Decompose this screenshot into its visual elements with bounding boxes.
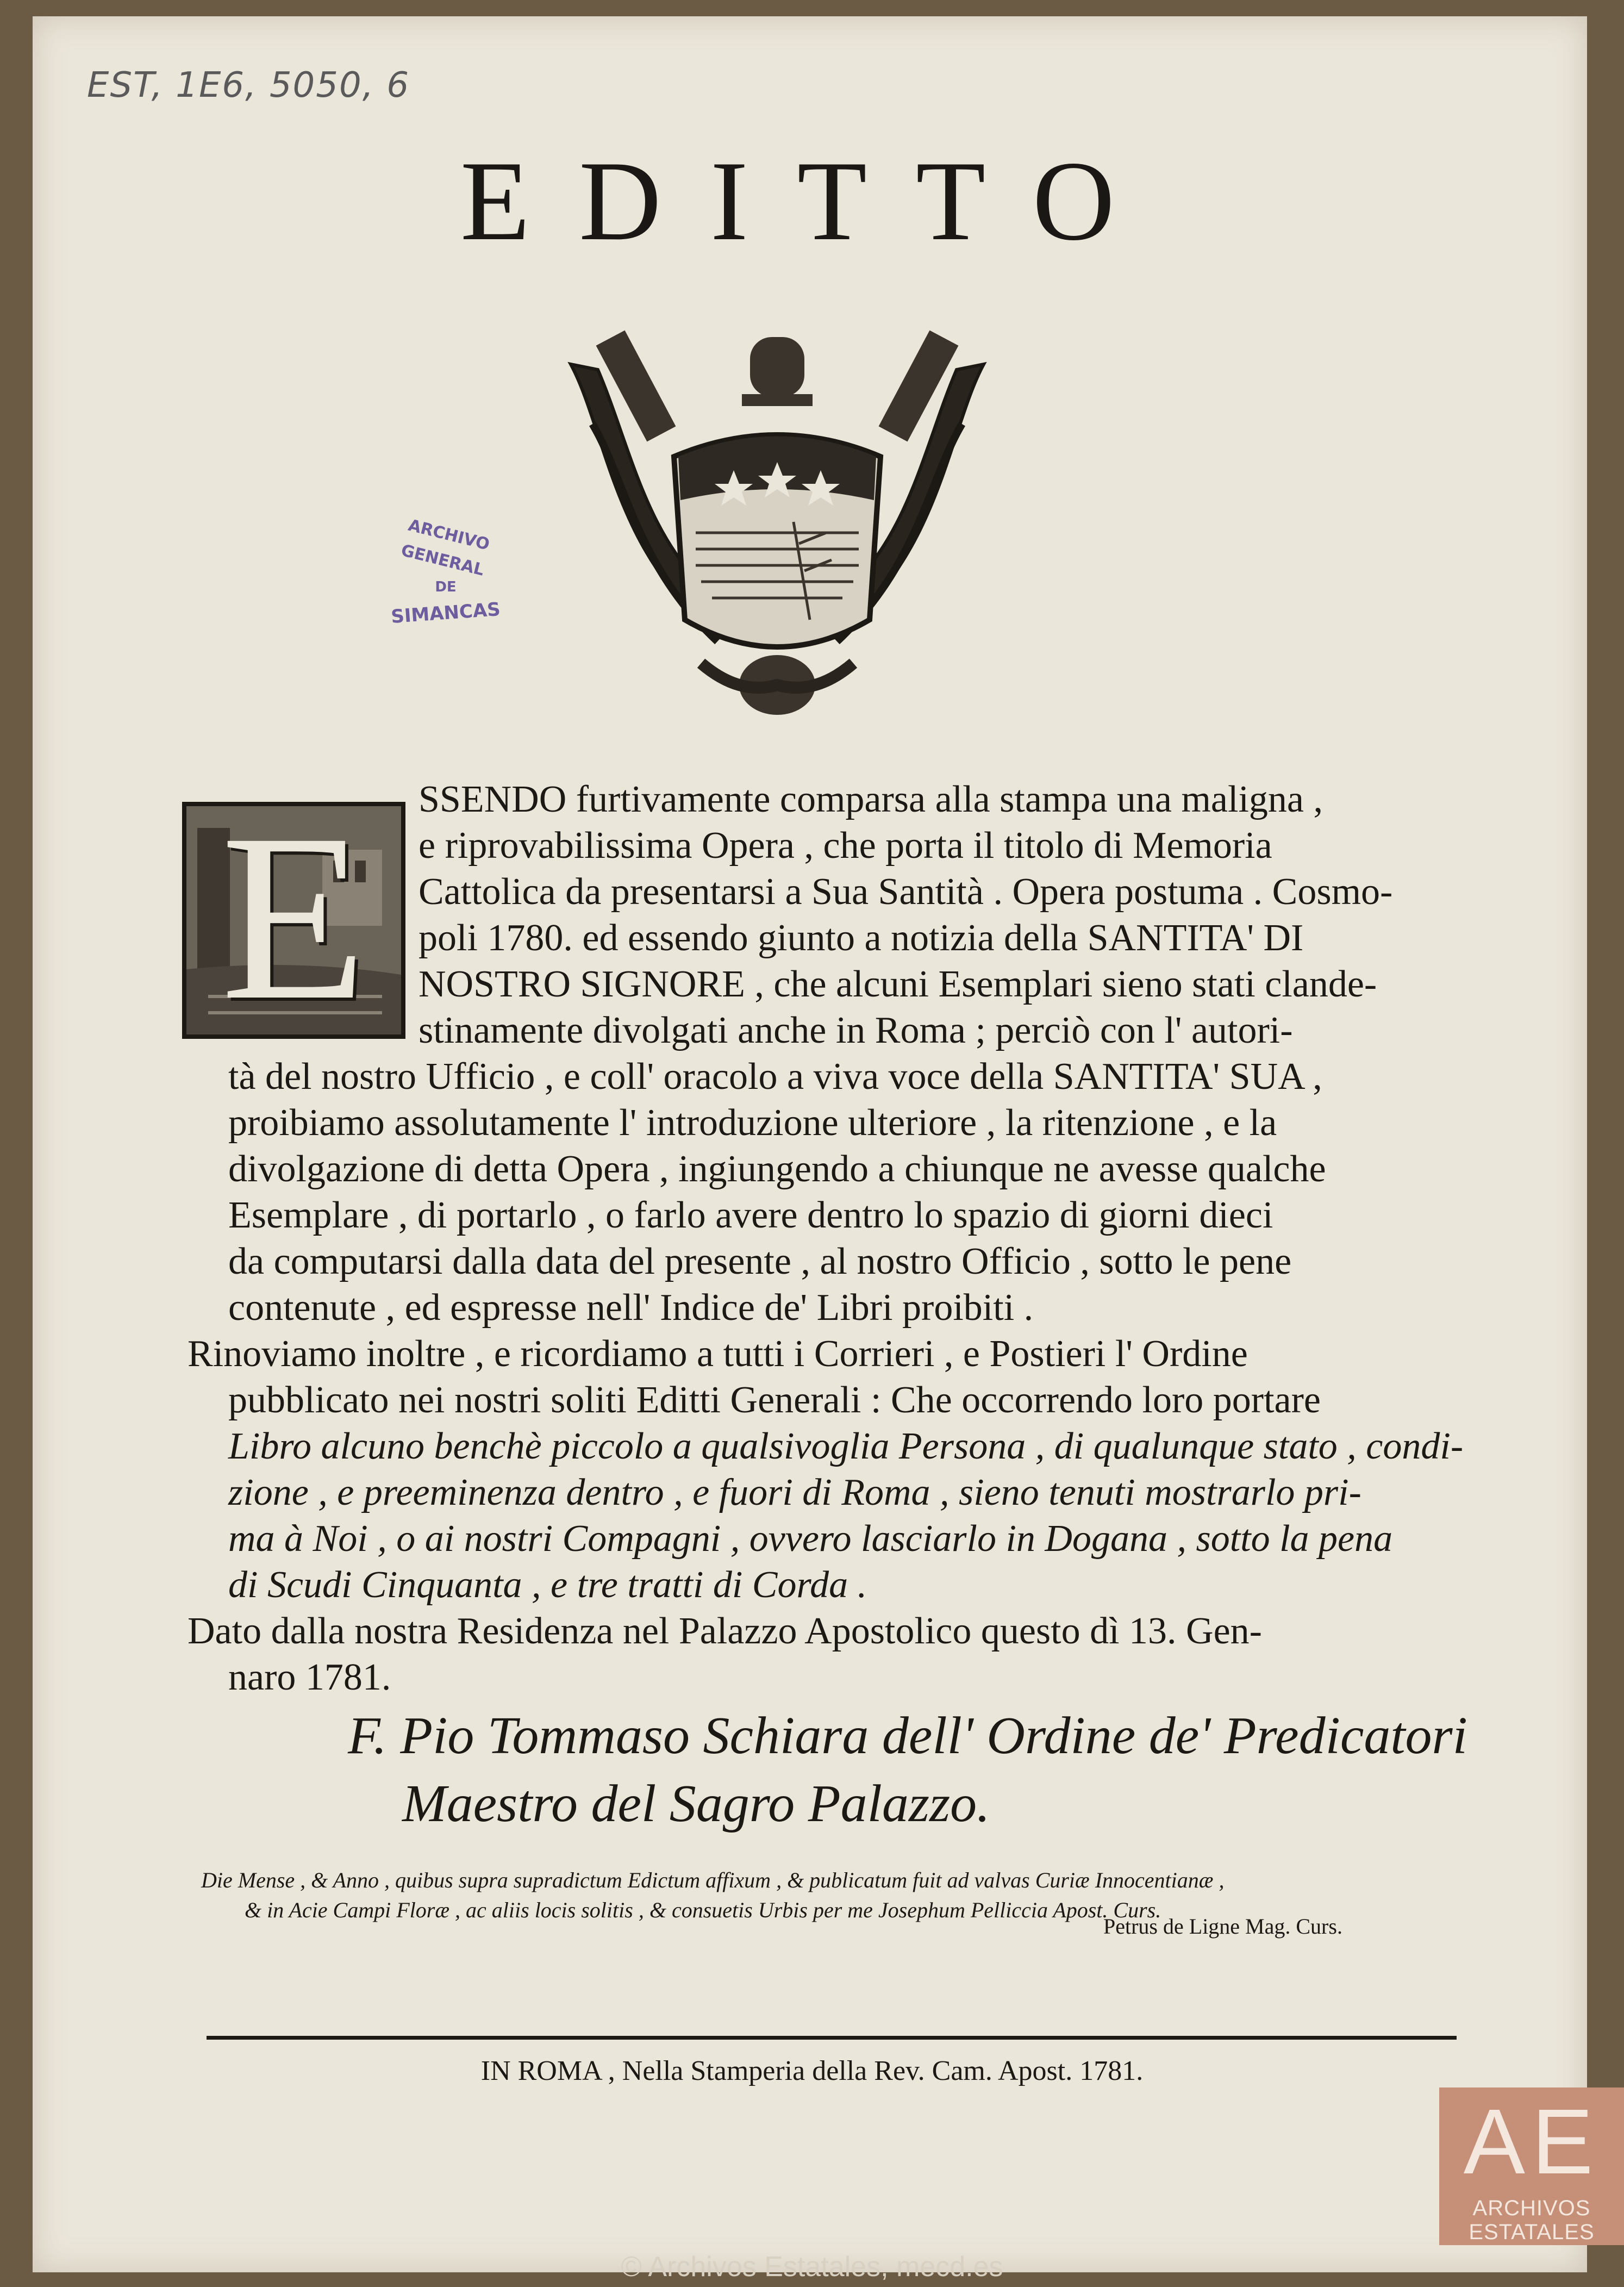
body-line: SSENDO furtivamente comparsa alla stampa una maligna , (419, 778, 1323, 820)
stamp-line-3: SIMANCAS (390, 599, 501, 628)
body-line: tà del nostro Ufficio , e coll' oracolo a viva voce della SANTITA' SUA , (228, 1056, 1322, 1098)
body-line: divolgazione di detta Opera , ingiungendo a chiunque ne avesse qualche (228, 1148, 1326, 1190)
initial-letter: E (221, 802, 367, 1039)
body-line: naro 1781. (228, 1656, 391, 1698)
body-line: Dato dalla nostra Residenza nel Palazzo Apostolico questo dì 13. Gen- (188, 1610, 1262, 1652)
body-line: pubblicato nei nostri soliti Editti Generali : Che occorrendo loro portare (228, 1379, 1321, 1421)
body-line: Esemplare , di portarlo , o farlo avere dentro lo spazio di giorni dieci (228, 1194, 1273, 1236)
printer-imprint: IN ROMA , Nella Stamperia della Rev. Cam. Apost. 1781. (480, 2055, 1144, 2086)
logo-mark: AE (1463, 2090, 1600, 2193)
copyright-footer: © Archivos Estatales, mecd.es (621, 2251, 1003, 2283)
logo-text-1: ARCHIVOS (1472, 2196, 1591, 2220)
body-line: poli 1780. ed essendo giunto a notizia della SANTITA' DI (419, 917, 1304, 959)
page-title: EDITTO (460, 138, 1164, 264)
body-line: da computarsi dalla data del presente , al nostro Officio , sotto le pene (228, 1241, 1292, 1282)
logo-text-2: ESTATALES (1469, 2220, 1595, 2244)
body-line: di Scudi Cinquanta , e tre tratti di Corda . (228, 1564, 867, 1606)
papal-coat-of-arms (538, 315, 1016, 734)
body-line: Cattolica da presentarsi a Sua Santità . Opera postuma . Cosmo- (419, 871, 1393, 913)
body-line: stinamente divolgati anche in Roma ; perciò con l' autori- (419, 1009, 1293, 1051)
body-line: Libro alcuno benchè piccolo a qualsivoglia Persona , di qualunque stato , condi- (228, 1425, 1464, 1467)
body-line: zione , e preeminenza dentro , e fuori di Roma , sieno tenuti mostrarlo pri- (228, 1472, 1361, 1513)
attestation-line-1: Die Mense , & Anno , quibus supra supradictum Edictum affixum , & publicatum fuit ad valvas Curiæ Innocentianæ , (201, 1868, 1225, 1892)
archive-stamp (364, 515, 527, 628)
divider-rule (207, 2036, 1457, 2040)
stamp-line-1: ARCHIVO GENERAL (399, 515, 492, 580)
body-line: ma à Noi , o ai nostri Compagni , ovvero lasciarlo in Dogana , sotto la pena (228, 1518, 1393, 1560)
body-line: NOSTRO SIGNORE , che alcuni Esemplari sieno stati clande- (419, 963, 1377, 1005)
archivos-estatales-logo (1439, 2087, 1624, 2245)
signature-line-1: F. Pio Tommaso Schiara dell' Ordine de' Predicatori (348, 1706, 1467, 1765)
decorated-initial (182, 802, 405, 1039)
signature-line-2: Maestro del Sagro Palazzo. (402, 1774, 990, 1833)
attestation-line-3: Petrus de Ligne Mag. Curs. (1103, 1914, 1342, 1939)
stamp-line-2: DE (435, 579, 457, 595)
attestation-line-2: & in Acie Campi Floræ , ac aliis locis solitis , & consuetis Urbis per me Josephum Pelliccia Apost. Curs. (245, 1898, 1161, 1922)
body-line: contenute , ed espresse nell' Indice de' Libri proibiti . (228, 1287, 1034, 1329)
body-line: e riprovabilissima Opera , che porta il titolo di Memoria (419, 825, 1272, 867)
body-line: Rinoviamo inoltre , e ricordiamo a tutti i Corrieri , e Postieri l' Ordine (188, 1333, 1248, 1375)
body-line: proibiamo assolutamente l' introduzione ulteriore , la ritenzione , e la (228, 1102, 1277, 1144)
shelfmark-annotation: EST, 1E6, 5050, 6 (87, 65, 410, 105)
